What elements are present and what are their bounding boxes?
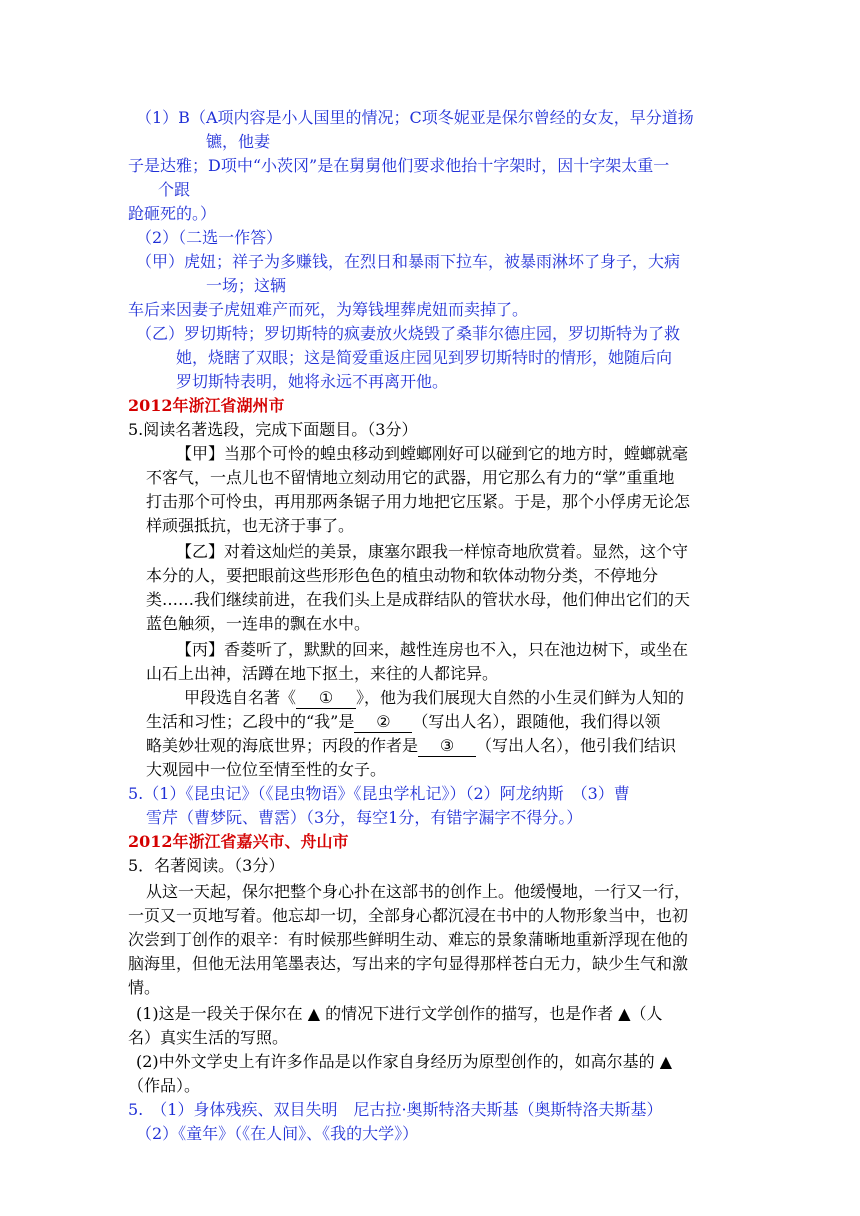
answer-yi-line-1: （乙）罗切斯特；罗切斯特的疯妻放火烧毁了桑菲尔德庄园，罗切斯特为了救 xyxy=(136,324,681,343)
passage-yi-line: 蓝色触须，一连串的飘在水中。 xyxy=(146,614,371,633)
task-text: 生活和习性；乙段中的“我”是 xyxy=(146,712,355,731)
blank-1: ① xyxy=(296,688,356,709)
answer-yi-line-3: 罗切斯特表明，她将永远不再离开他。 xyxy=(176,372,449,391)
answer-jia-line-2: 一场；这辆 xyxy=(206,276,287,295)
answer-huzhou-line-1: 5.（1）《昆虫记》（《昆虫物语》《昆虫学札记》）（2）阿龙纳斯 （3）曹 xyxy=(128,784,630,803)
answer-jiaxing-line-2: （2）《童年》（《在人间》、《我的大学》） xyxy=(136,1124,419,1143)
answer-jiaxing-line-1: 5. （1）身体残疾、双目失明 尼古拉·奥斯特洛夫斯基（奥斯特洛夫斯基） xyxy=(128,1100,663,1119)
passage-line: 从这一天起，保尔把整个身心扑在这部书的创作上。他缓慢地，一行又一行， xyxy=(146,882,691,901)
passage-jia-line: 【甲】当那个可怜的蝗虫移动到螳螂刚好可以碰到它的地方时，螳螂就毫 xyxy=(176,444,689,463)
passage-line: 脑海里，但他无法用笔墨表达，写出来的字句显得那样苍白无力，缺少生气和激 xyxy=(128,954,689,973)
answer-1-line-2: 镳，他妻 xyxy=(206,132,271,151)
task-line-4: 大观园中一位位至情至性的女子。 xyxy=(146,760,387,779)
sub-question-1-line-2: 名）真实生活的写照。 xyxy=(128,1028,289,1047)
blank-2: ② xyxy=(354,712,412,733)
task-line-1 xyxy=(184,686,684,710)
section-heading-huzhou: 2012年浙江省湖州市 xyxy=(128,396,285,415)
answer-2-line: （2）（二选一作答） xyxy=(136,228,283,247)
passage-bing-line: 山石上出神，活蹲在地下抠土，来往的人都诧异。 xyxy=(146,664,499,683)
passage-line: 一页又一页地写着。他忘却一切，全部身心都沉浸在书中的人物形象当中，也初 xyxy=(128,906,689,925)
task-line-3 xyxy=(146,734,676,758)
passage-yi-line: 类……我们继续前进，在我们头上是成群结队的管状水母，他们伸出它们的天 xyxy=(146,590,691,609)
question-5-jiaxing: 5．名著阅读。（3分） xyxy=(128,856,285,875)
passage-bing-line: 【丙】香菱听了，默默的回来，越性连房也不入，只在池边树下，或坐在 xyxy=(176,640,689,659)
section-heading-jiaxing: 2012年浙江省嘉兴市、舟山市 xyxy=(128,832,349,851)
passage-line: 情。 xyxy=(128,978,161,997)
task-text: 略美妙壮观的海底世界；丙段的作者是 xyxy=(146,736,419,755)
task-text: （写出人名），跟随他，我们得以领 xyxy=(412,712,661,731)
task-text: （写出人名），他引我们结识 xyxy=(476,736,677,755)
answer-1-line-1: （1）B（A项内容是小人国里的情况；C项冬妮亚是保尔曾经的女友，早分道扬 xyxy=(136,108,694,127)
question-5-huzhou: 5.阅读名著选段，完成下面题目。（3分） xyxy=(128,420,418,439)
passage-jia-line: 样顽强抵抗，也无济于事了。 xyxy=(146,516,355,535)
passage-jia-line: 不客气，一点儿也不留情地立刻动用它的武器，用它那么有力的“掌”重重地 xyxy=(146,468,675,487)
passage-jia-line: 打击那个可怜虫，再用那两条锯子用力地把它压紧。于是，那个小俘虏无论怎 xyxy=(146,492,691,511)
answer-jia-line-1: （甲）虎妞；祥子为多赚钱，在烈日和暴雨下拉车，被暴雨淋坏了身子，大病 xyxy=(136,252,681,271)
blank-3: ③ xyxy=(418,736,476,757)
passage-yi-line: 本分的人，要把眼前这些形形色色的植虫动物和软体动物分类，不停地分 xyxy=(146,566,659,585)
answer-yi-line-2: 她，烧瞎了双眼；这是简爱重返庄园见到罗切斯特时的情形，她随后向 xyxy=(176,348,673,367)
passage-line: 次尝到丁创作的艰辛：有时候那些鲜明生动、难忘的景象蒲晰地重新浮现在他的 xyxy=(128,930,689,949)
answer-1-line-3: 子是达雅；D项中“小茨冈”是在舅舅他们要求他抬十字架时，因十字架太重一 xyxy=(128,156,670,175)
task-line-2 xyxy=(146,710,660,734)
sub-question-1-line-1: (1)这是一段关于保尔在 ▲ 的情况下进行文学创作的描写，也是作者 ▲（人 xyxy=(136,1004,663,1023)
task-text: 甲段选自名著《 xyxy=(184,688,297,707)
answer-huzhou-line-2: 雪芹（曹梦阮、曹霑）（3分，每空1分，有错字漏字不得分。） xyxy=(146,808,583,827)
answer-1-line-5: 跄砸死的。） xyxy=(128,204,217,223)
task-text: 》，他为我们展现大自然的小生灵们鲜为人知的 xyxy=(356,688,685,707)
answer-1-line-4: 个跟 xyxy=(158,180,191,199)
sub-question-2-line-1: (2)中外文学史上有许多作品是以作家自身经历为原型创作的，如高尔基的 ▲ xyxy=(136,1052,673,1071)
passage-yi-line: 【乙】对着这灿烂的美景，康塞尔跟我一样惊奇地欣赏着。显然，这个守 xyxy=(176,542,689,561)
sub-question-2-line-2: （作品）。 xyxy=(128,1076,201,1095)
answer-jia-line-3: 车后来因妻子虎妞难产而死，为筹钱埋葬虎妞而卖掉了。 xyxy=(128,300,529,319)
